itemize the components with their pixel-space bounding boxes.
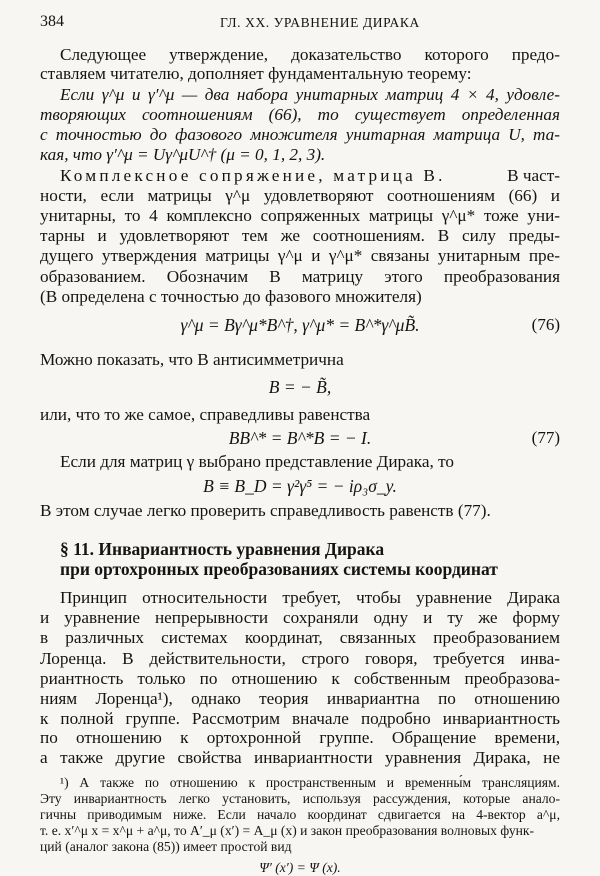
footnote-line: т. е. x′^μ x = x^μ + a^μ, то A′_μ (x′) = A_μ (x) и закон преобразования волновых функ-: [40, 823, 535, 838]
footnote-line: ций (аналог закона (85)) имеет простой вид: [40, 839, 292, 855]
footnote-line: Эту инвариантность легко установить, используя рассуждения, которые анало-: [40, 790, 560, 806]
theorem-line: с точностью до фазового множителя унитарная матрица U, та-: [40, 124, 560, 144]
running-title: ГЛ. XX. УРАВНЕНИЕ ДИРАКА: [220, 15, 420, 31]
equation-antisymmetric: B = − B̃,: [268, 376, 332, 397]
para1-line: Следующее утверждение, доказательство которого предо-: [60, 44, 560, 64]
footnote-line: гичны приводимым ниже. Если начало координат сдвигается на 4-вектор a^μ,: [40, 806, 560, 822]
equation-76: γ^μ = Bγ^μ*B^†, γ^μ* = B^*γ^μB̃.: [180, 315, 420, 335]
para3-line: и уравнение непрерывности сохраняли одну и ту же форму: [40, 608, 560, 628]
para3-line: Принцип относительности требует, чтобы уравнение Дирака: [60, 588, 560, 608]
equation-77: BB^* = B^*B = − I.: [228, 427, 372, 448]
para2-lead: [60, 166, 560, 186]
para2-lead-tail: В част-: [507, 165, 560, 185]
equation-dirac-b: B ≡ B_D = γ²γ⁵ = − iρ₃σ_y.: [203, 475, 397, 496]
section-heading-line2: при ортохронных преобразованиях системы координат: [60, 559, 498, 580]
check-line: В этом случае легко проверить справедливость равенств (77).: [40, 501, 491, 521]
equation-77-number: (77): [531, 427, 560, 447]
theorem-line: творяющих соотношениям (66), то существует определенная: [40, 105, 560, 124]
para3-line: в различных системах координат, связанных преобразованием: [40, 628, 560, 648]
para3-line: к полной группе. Рассмотрим вначале подробно инвариантность: [40, 708, 560, 728]
para2-lead-spaced: Комплексное сопряжение, матрица B.: [60, 165, 446, 185]
para3-line: а также другие свойства инвариантности уравнения Дирака, не: [40, 748, 560, 768]
equation-76-number: (76): [531, 315, 560, 334]
para2-line: унитарны, то 4 комплексно сопряженных матрицы γ^μ* тоже уни-: [40, 206, 560, 226]
section-heading: § 11. Инвариантность уравнения Дирака: [60, 539, 385, 560]
theorem-line: кая, что γ′^μ = Uγ^μU^† (μ = 0, 1, 2, 3).: [40, 144, 326, 164]
para3-line: риантность только по отношению к собственным преобразова-: [40, 668, 560, 688]
equalities-statement: или, что то же самое, справедливы равенства: [40, 404, 371, 424]
para2-line: ности, если матрицы γ^μ удовлетворяют соотношениям (66) и: [40, 186, 560, 206]
para3-line: Лоренца. В действительности, строго говоря, требуется инва-: [40, 648, 560, 668]
para2-line: (B определена с точностью до фазового множителя): [40, 286, 422, 306]
page-number: 384: [40, 13, 64, 31]
dirac-representation-line: Если для матриц γ выбрано представление Дирака, то: [60, 452, 454, 472]
footnote-equation: Ψ′ (x′) = Ψ (x).: [259, 859, 341, 875]
antisymmetric-statement: Можно показать, что B антисимметрична: [40, 350, 344, 369]
para1-line: ставляем читателю, дополняет фундаментальную теорему:: [40, 64, 472, 84]
para2-line: дущего утверждения матрицы γ^μ и γ^μ* связаны унитарным пре-: [40, 245, 560, 265]
footnote-line: ¹) А также по отношению к пространственным и временны́м трансляциям.: [60, 774, 560, 790]
para3-line: ниям Лоренца¹), однако теория инвариантна по отношению: [40, 688, 560, 708]
para2-line: тарны и удовлетворяют тем же соотношениям. В силу преды-: [40, 226, 560, 246]
para3-line: по отношению к ортохронной группе. Обращение времени,: [40, 728, 560, 748]
para2-line: образованием. Обозначим B матрицу этого преобразования: [40, 266, 560, 286]
theorem-line: Если γ^μ и γ′^μ — два набора унитарных матриц 4 × 4, удовле-: [60, 85, 560, 105]
